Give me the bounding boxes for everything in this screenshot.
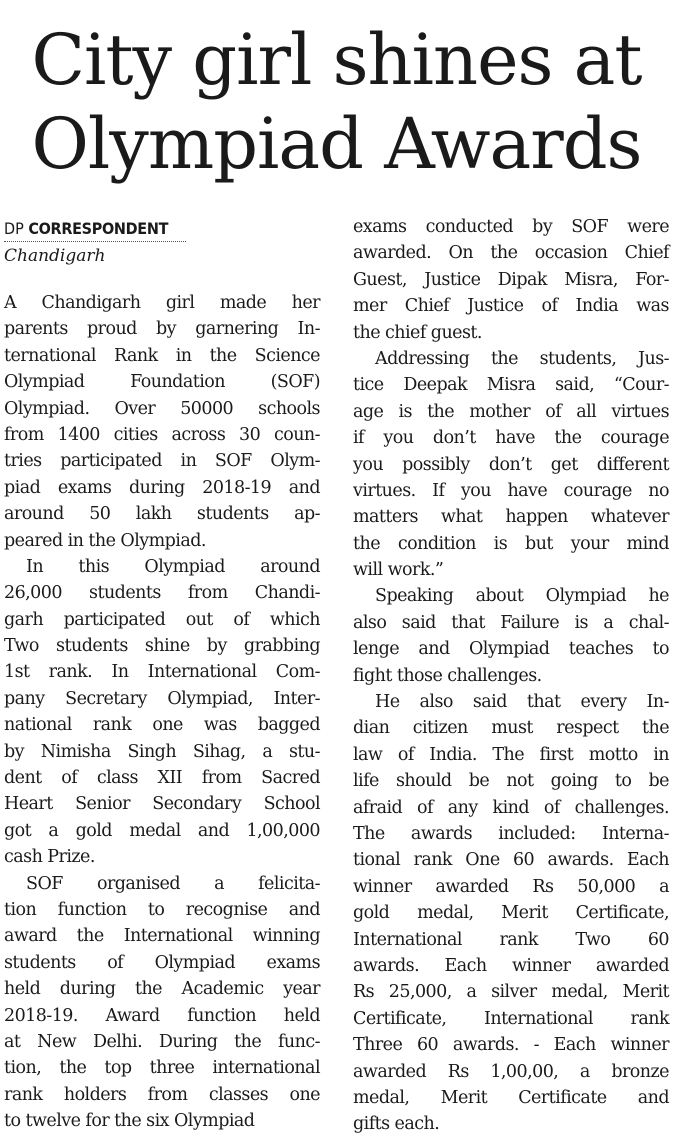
text-line: awarded Rs 1,00,00, a bronze [353, 1061, 669, 1082]
text-line: pany Secretary Olympiad, Inter- [4, 688, 320, 709]
headline-line-2: Olympiad Awards [31, 103, 642, 185]
text-line: students of Olympiad exams [4, 952, 320, 973]
headline-line-1: City girl shines at [31, 19, 642, 101]
text-line: Olympiad Foundation (SOF) [4, 372, 320, 393]
text-line: Guest, Justice Dipak Misra, For- [353, 269, 669, 290]
text-line: will work.” [353, 560, 444, 581]
text-line: dent of class XII from Sacred [4, 768, 320, 789]
text-line: garh participated out of which [4, 609, 320, 630]
text-line: The awards included: Interna- [353, 823, 669, 844]
text-line: parents proud by garnering In- [4, 319, 320, 340]
headline [0, 18, 673, 186]
article-column-1 [4, 290, 320, 1135]
text-line: Addressing the students, Jus- [375, 348, 669, 369]
text-line: 26,000 students from Chandi- [4, 583, 320, 604]
text-line: virtues. If you have courage no [353, 480, 669, 501]
text-line: 2018-19. Award function held [4, 1005, 320, 1026]
text-line: you possibly don’t get different [353, 454, 669, 475]
text-line: International rank Two 60 [353, 929, 669, 950]
text-line: Olympiad. Over 50000 schools [4, 398, 320, 419]
text-line: exams conducted by SOF were [353, 217, 669, 237]
byline [4, 219, 186, 267]
text-line: held during the Academic year [4, 979, 320, 1000]
text-line: tice Deepak Misra said, “Cour- [353, 375, 669, 396]
text-line: tion function to recognise and [4, 899, 320, 920]
text-line: A Chandigarh girl made her [4, 293, 320, 313]
text-line: peared in the Olympiad. [4, 530, 206, 551]
text-line: gold medal, Merit Certificate, [353, 903, 669, 924]
text-line: Three 60 awards. - Each winner [353, 1035, 669, 1056]
text-line: afraid of any kind of challenges. [353, 797, 669, 818]
text-line: lenge and Olympiad teaches to [353, 639, 669, 660]
text-line: tries participated in SOF Olym- [4, 451, 320, 472]
text-line: Rs 25,000, a silver medal, Merit [353, 982, 669, 1003]
text-line: if you don’t have the courage [353, 428, 669, 449]
text-line: 1st rank. In International Com- [4, 662, 320, 683]
text-line: He also said that every In- [375, 692, 669, 713]
text-line: award the International winning [4, 926, 320, 947]
text-line: tional rank One 60 awards. Each [353, 850, 669, 871]
text-line: Heart Senior Secondary School [4, 794, 320, 815]
text-line: cash Prize. [4, 847, 95, 868]
text-line: matters what happen whatever [353, 507, 669, 528]
text-line: by Nimisha Singh Sihag, a stu- [4, 741, 320, 762]
text-line: gifts each. [353, 1114, 440, 1135]
text-line: also said that Failure is a chal- [353, 612, 669, 633]
text-line: Certificate, International rank [353, 1008, 669, 1029]
text-line: fight those challenges. [353, 665, 542, 686]
byline-prefix: DP [4, 219, 24, 238]
text-line: law of India. The first motto in [353, 744, 669, 765]
article-column-2 [353, 214, 669, 1138]
text-line: In this Olympiad around [26, 556, 320, 577]
text-line: medal, Merit Certificate and [353, 1087, 669, 1108]
text-line: winner awarded Rs 50,000 a [353, 876, 669, 897]
text-line: Two students shine by grabbing [4, 636, 320, 657]
text-line: tion, the top three international [4, 1058, 320, 1079]
text-line: awarded. On the occasion Chief [353, 243, 669, 264]
text-line: age is the mother of all virtues [353, 401, 669, 422]
text-line: national rank one was bagged [4, 715, 320, 736]
text-line: the chief guest. [353, 322, 482, 343]
text-line: dian citizen must respect the [353, 718, 669, 739]
text-line: awards. Each winner awarded [353, 955, 669, 976]
text-line: to twelve for the six Olympiad [4, 1111, 255, 1132]
dateline: Chandigarh [4, 246, 106, 266]
text-line: got a gold medal and 1,00,000 [4, 820, 320, 841]
text-line: from 1400 cities across 30 coun- [4, 424, 320, 445]
text-line: mer Chief Justice of India was [353, 296, 669, 317]
text-line: rank holders from classes one [4, 1084, 320, 1105]
text-line: at New Delhi. During the func- [4, 1031, 320, 1052]
text-line: life should be not going to be [353, 771, 669, 792]
text-line: around 50 lakh students ap- [4, 504, 320, 525]
text-line: ternational Rank in the Science [4, 345, 320, 366]
text-line: SOF organised a felicita- [26, 873, 320, 894]
byline-name: CORRESPONDENT [28, 219, 169, 238]
byline-credit [4, 219, 186, 242]
text-line: the condition is but your mind [353, 533, 669, 554]
text-line: Speaking about Olympiad he [375, 586, 669, 607]
text-line: piad exams during 2018-19 and [4, 477, 320, 498]
